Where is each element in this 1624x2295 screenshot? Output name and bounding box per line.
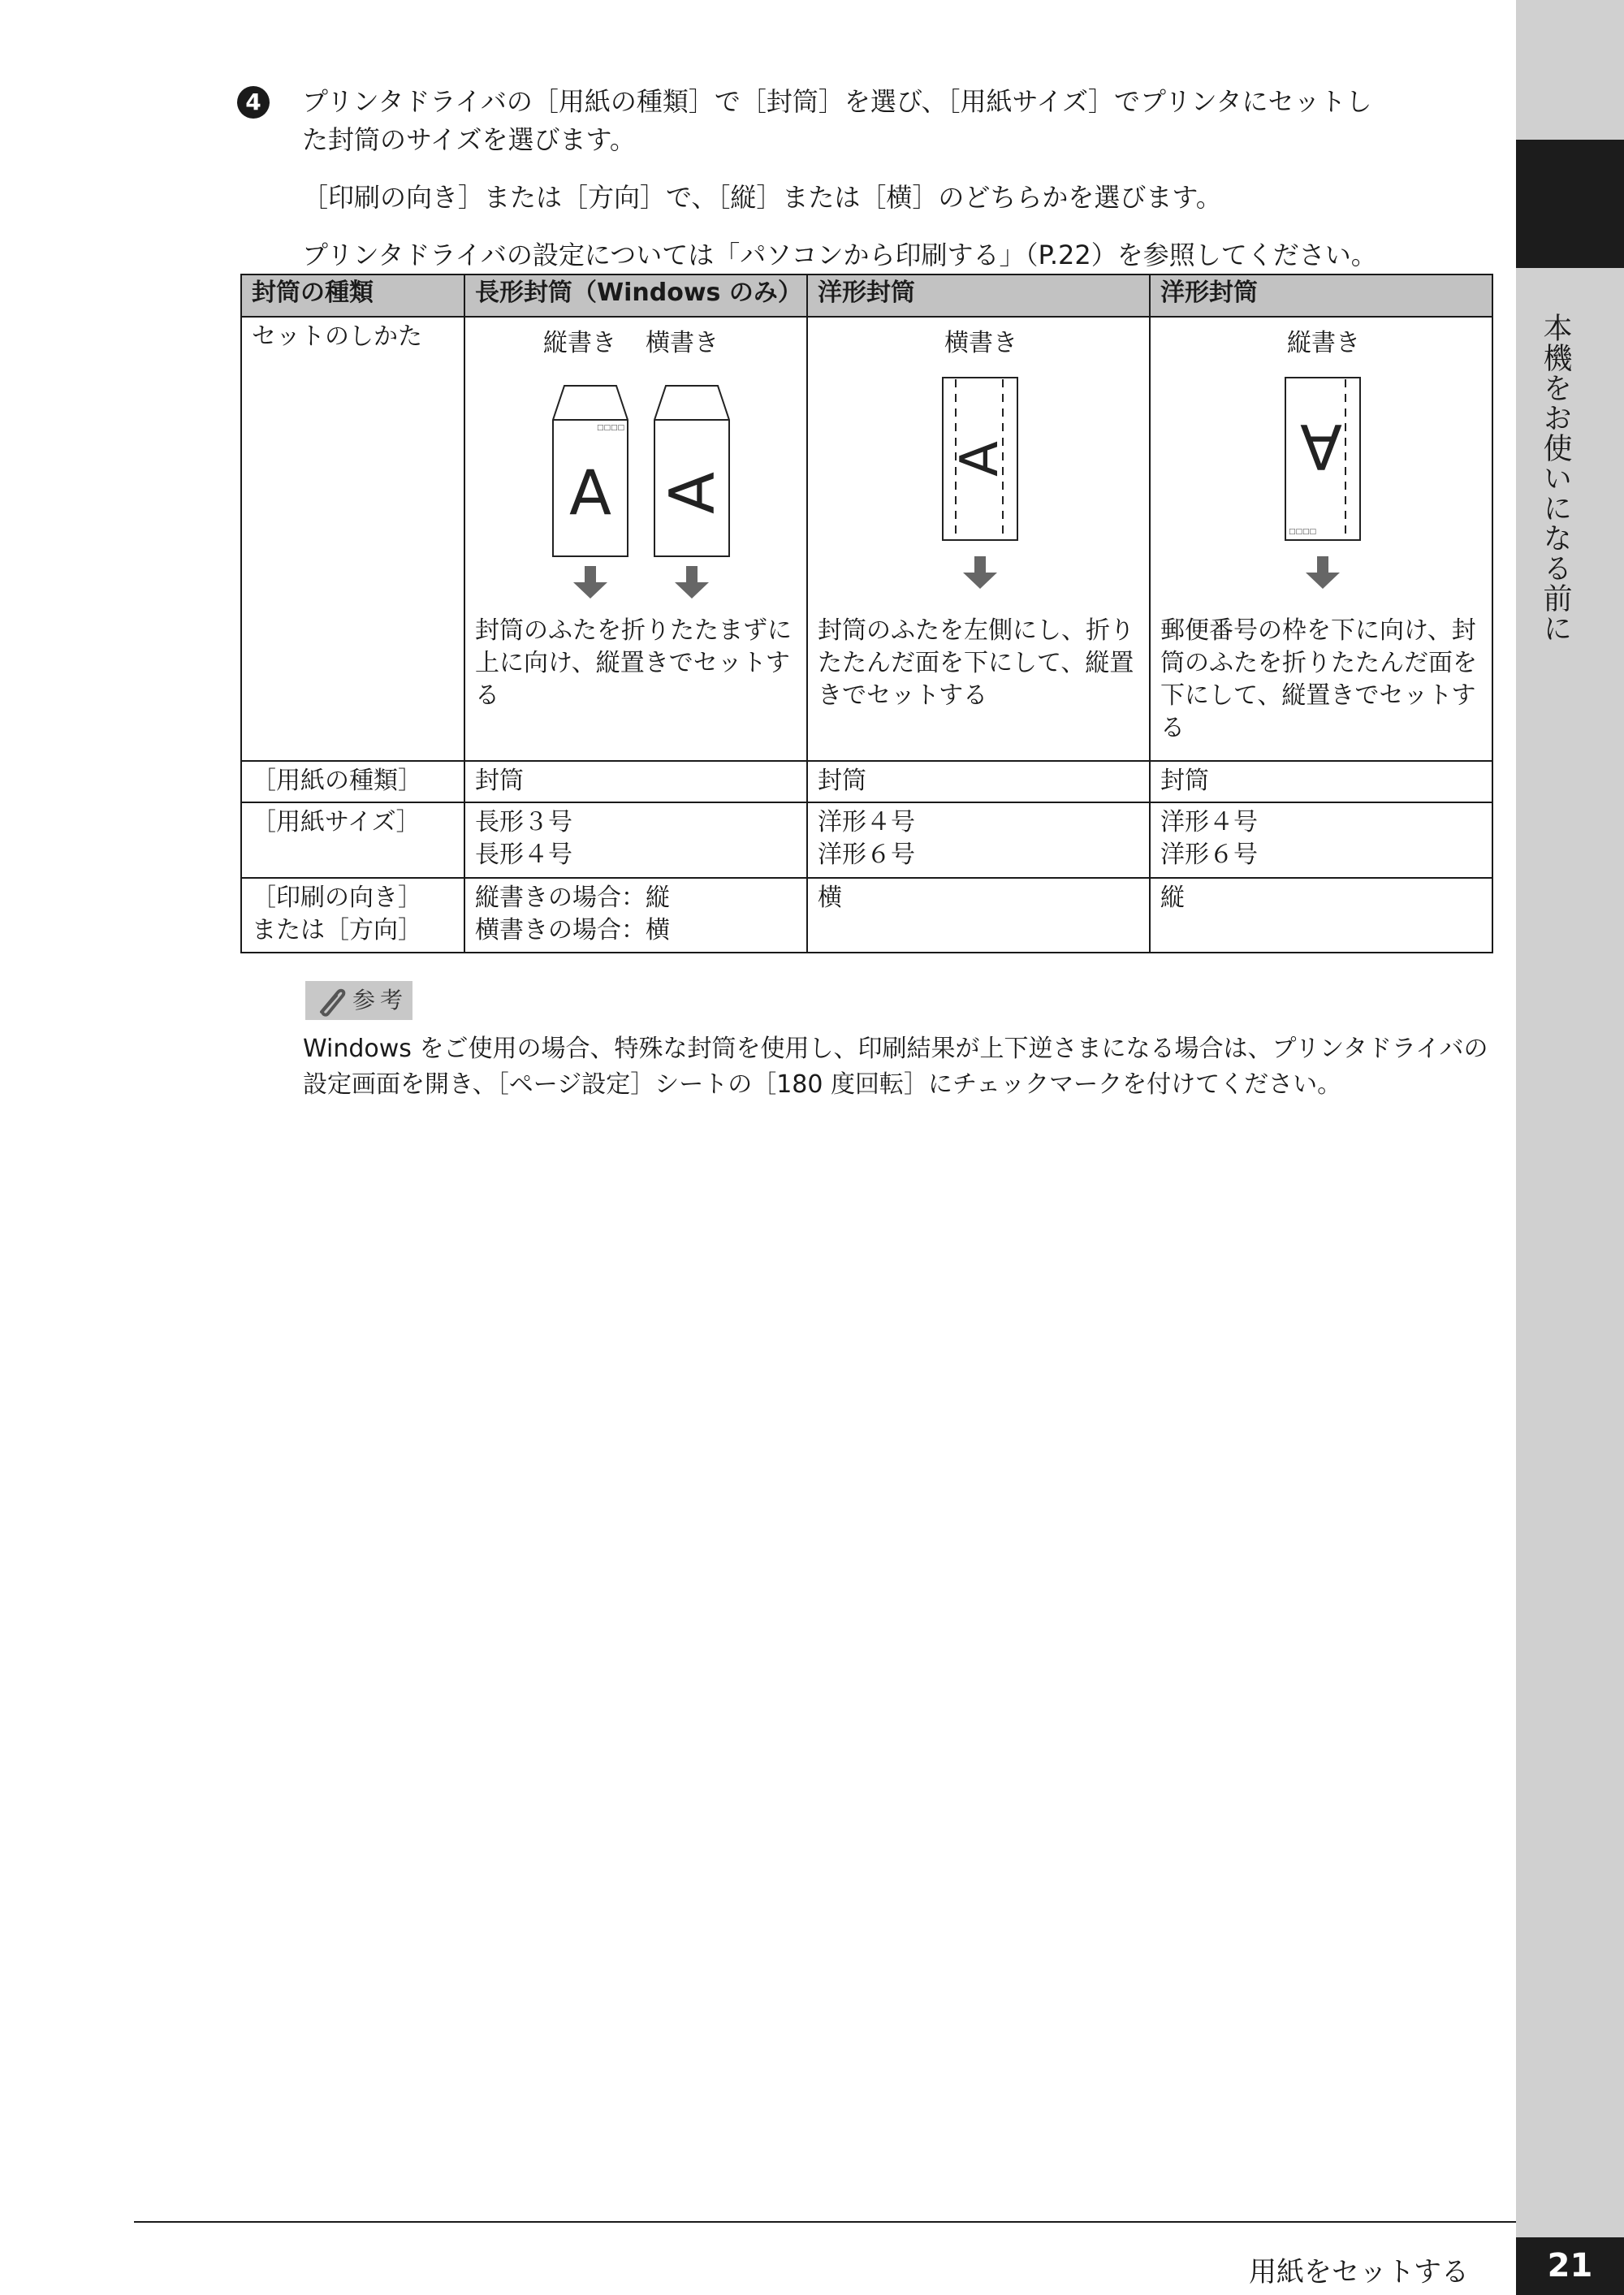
envelope-letter-a-inverted: A (1300, 410, 1342, 483)
setup-cell-western-vertical (1150, 317, 1492, 761)
row-label (241, 802, 464, 877)
cell-line: 洋形６号 (1160, 841, 1258, 870)
step-4 (237, 83, 1488, 274)
envelope-table (240, 274, 1493, 953)
label-vertical: 縦書き (1287, 329, 1360, 357)
cell-line: 縦書きの場合：縦 (475, 883, 670, 912)
cell-line: 洋形４号 (1160, 808, 1258, 837)
western-envelope-vertical-illustration (1160, 321, 1482, 613)
insert-arrow-icon (963, 556, 997, 589)
note-badge (305, 981, 412, 1020)
step-line-4: プリンタドライバの設定については「パソコンから印刷する」（P.22）を参照してください。 (302, 240, 1377, 270)
side-block (1516, 140, 1624, 268)
table-cell (464, 878, 807, 953)
label-horizontal: 横書き (944, 329, 1017, 357)
table-row-paper-size (241, 802, 1492, 877)
postal-code-box: □□□□ (596, 424, 624, 432)
note-badge-label: 参考 (352, 987, 408, 1014)
row-label (241, 878, 464, 953)
label-horizontal: 横書き (646, 329, 719, 357)
row-label-line: ［印刷の向き］ (252, 883, 422, 912)
postal-code-box: □□□□ (1289, 528, 1317, 536)
row-label-line: または［方向］ (252, 915, 422, 944)
western-envelope-drawing-1 (818, 321, 1141, 613)
table-cell (1150, 878, 1492, 953)
table-cell (807, 878, 1150, 953)
table-row-setup (241, 317, 1492, 761)
setup-description: 封筒のふたを左側にし、折りたたんだ面を下にして、縦置きでセットする (818, 616, 1134, 710)
table-row-paper-type (241, 761, 1492, 802)
note-text: Windows をご使用の場合、特殊な封筒を使用し、印刷結果が上下逆さまになる場合は、プリンタドライバの設定画面を開き、［ページ設定］シートの［180 度回転］にチェックマークを付けてください。 (303, 1035, 1488, 1099)
header-cell: 封筒の種類 (241, 274, 464, 317)
table-cell (1150, 802, 1492, 877)
western-envelope-drawing-2 (1160, 321, 1484, 613)
row-label-line: ［用紙の種類］ (252, 766, 422, 795)
setup-description: 封筒のふたを折りたたまずに上に向け、縦置きでセットする (475, 616, 792, 710)
envelope-letter-a: A (569, 456, 611, 529)
envelope-letter-a-rotated: A (950, 441, 1010, 477)
long-envelope-drawings (475, 321, 798, 613)
table-cell (807, 802, 1150, 877)
label-vertical: 縦書き (543, 329, 616, 357)
setup-description: 郵便番号の枠を下に向け、封筒のふたを折りたたんだ面を下にして、縦置きでセットする (1160, 616, 1477, 742)
side-tab-title: 本機をお使いになる前に (1539, 313, 1572, 643)
cell-line: 洋形４号 (818, 808, 915, 837)
envelope-letter-a-rotated: A (655, 472, 728, 514)
step-line-2: た封筒のサイズを選びます。 (302, 124, 636, 155)
cell-line: 横書きの場合：横 (475, 915, 670, 944)
table-header-row (241, 274, 1492, 317)
insert-arrow-icon (1306, 556, 1340, 589)
table-cell (464, 761, 807, 802)
paperclip-icon (312, 984, 348, 1017)
cell-line: 封筒 (818, 766, 866, 795)
header-cell: 洋形封筒 (1150, 274, 1492, 317)
table-row-orientation (241, 878, 1492, 953)
page-number: 21 (1516, 2237, 1624, 2295)
step-line-1: プリンタドライバの［用紙の種類］で［封筒］を選び、［用紙サイズ］でプリンタにセットし (302, 86, 1372, 117)
table-cell (464, 802, 807, 877)
table-cell (807, 761, 1150, 802)
row-label (241, 761, 464, 802)
cell-line: 横 (818, 883, 842, 912)
cell-line: 封筒 (475, 766, 524, 795)
cell-line: 長形４号 (475, 841, 572, 870)
header-cell: 洋形封筒 (807, 274, 1150, 317)
table-cell (1150, 761, 1492, 802)
long-envelope-illustration (475, 321, 797, 613)
insert-arrow-icon (573, 566, 607, 599)
footer-section-title: 用紙をセットする (1249, 2256, 1469, 2289)
cell-line: 縦 (1160, 883, 1185, 912)
insert-arrow-icon (675, 566, 709, 599)
cell-line: 封筒 (1160, 766, 1209, 795)
cell-line: 洋形６号 (818, 841, 915, 870)
step-number-badge: 4 (237, 86, 270, 119)
setup-cell-western-horizontal (807, 317, 1150, 761)
footer-rule (134, 2221, 1516, 2223)
cell-line: 長形３号 (475, 808, 572, 837)
step-line-3: ［印刷の向き］または［方向］で、［縦］または［横］のどちらかを選びます。 (302, 182, 1222, 213)
row-label: セットのしかた (241, 317, 464, 761)
setup-cell-long-envelope (464, 317, 807, 761)
western-envelope-horizontal-illustration (818, 321, 1139, 613)
row-label-line: ［用紙サイズ］ (252, 808, 421, 837)
header-cell: 長形封筒（Windows のみ） (464, 274, 807, 317)
